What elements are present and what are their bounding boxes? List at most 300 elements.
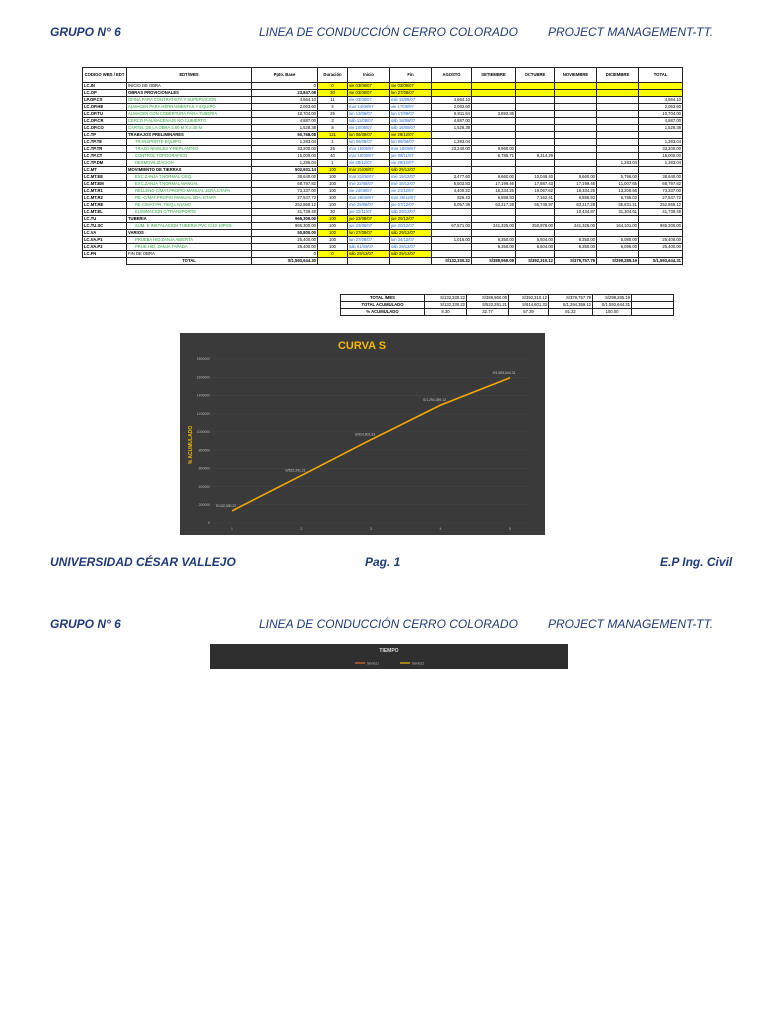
table-cell-ini: jue 23/08/07	[348, 223, 390, 230]
table-cell-tot	[639, 216, 683, 223]
table-cell-code: LC.TP.DM	[83, 160, 127, 167]
table-cell-code: LC.TP	[83, 132, 127, 139]
total-label: TOTAL	[127, 258, 252, 265]
total-base: S/1,593,644.30	[252, 258, 318, 265]
table-cell-dic: 13,200.66	[597, 188, 639, 195]
table-cell-code: LC.MT.R1	[83, 188, 127, 195]
table-cell-dur: 25	[318, 111, 348, 118]
table-cell-tot	[639, 90, 683, 97]
table-cell-fin: lun 27/08/07	[390, 90, 432, 97]
table-row	[83, 174, 683, 181]
x-tick-label: 5	[509, 527, 511, 531]
table-cell-nov: 6,350.00	[555, 244, 597, 251]
table-cell-base: 1,528.38	[252, 125, 318, 132]
table-cell-nov: 9,660.00	[555, 174, 597, 181]
table-cell-tot	[639, 83, 683, 90]
page-header-2	[0, 617, 768, 637]
summary-value: S/392,310.12	[509, 295, 549, 302]
group-label: GRUPO N° 6	[50, 25, 121, 39]
tiempo-title: TIEMPO	[379, 648, 399, 654]
table-cell-tot	[639, 167, 683, 174]
table-cell-nov: 10,434.87	[555, 209, 597, 216]
table-cell-ago: 1,016.00	[432, 237, 472, 244]
table-cell-ago: 4,664.10	[432, 97, 472, 104]
table-cell-name: CONTROL TOPOGRAFICO	[127, 153, 252, 160]
table-cell-tot: 2,063.60	[639, 104, 683, 111]
table-cell-tot: 1,283.04	[639, 139, 683, 146]
table-row	[83, 244, 683, 251]
table-cell-fin: jue 20/12/07	[390, 223, 432, 230]
table-cell-oct: 10,046.40	[516, 174, 555, 181]
table-cell-fin: vie 28/12/07	[390, 132, 432, 139]
table-cell-fin: vie 21/12/07	[390, 188, 432, 195]
table-cell-set	[472, 104, 516, 111]
table-cell-name: VARIOS	[127, 230, 252, 237]
table-cell-base: 25,400.00	[252, 244, 318, 251]
table-cell-code: LC.MT.EE	[83, 174, 127, 181]
total-row	[83, 258, 683, 265]
table-cell-dur: 100	[318, 202, 348, 209]
table-cell-oct: 19,067.62	[516, 188, 555, 195]
table-cell-set: 3,892.36	[472, 111, 516, 118]
table-cell-ago	[432, 251, 472, 258]
table-cell-code: LC.VA.P1	[83, 237, 127, 244]
table-cell-oct	[516, 209, 555, 216]
table-cell-tot: 41,739.48	[639, 209, 683, 216]
project-name-2: PROJECT MANAGEMENT-TT.	[548, 617, 714, 631]
table-row	[83, 90, 683, 97]
summary-value: S/299,285.19	[593, 295, 632, 302]
table-cell-set: 18,334.25	[472, 188, 516, 195]
table-cell-fin: mié 15/08/07	[390, 97, 432, 104]
table-cell-fin: sáb 18/08/07	[390, 125, 432, 132]
chart-y-axis-label: % ACUMULADO	[188, 425, 194, 465]
table-cell-ago: 4,887.00	[432, 118, 472, 125]
table-cell-set: 6,785.71	[472, 153, 516, 160]
table-cell-oct	[516, 251, 555, 258]
table-cell-base: 68,797.82	[252, 181, 318, 188]
table-cell-dic	[597, 230, 639, 237]
table-cell-name: TRANSPORTE EQUIPO	[127, 139, 252, 146]
x-tick-label: 2	[300, 527, 303, 531]
table-cell-code: LC.MT.EM	[83, 181, 127, 188]
legend-entry: Series2	[412, 661, 425, 666]
table-cell-name: OFINA PARA CONTRATISTA Y SUPERVICIÓN	[127, 97, 252, 104]
table-cell-ago	[432, 132, 472, 139]
series-line	[232, 378, 510, 511]
table-cell-ago	[432, 153, 472, 160]
table-cell-set	[472, 230, 516, 237]
table-cell-oct	[516, 125, 555, 132]
summary-value: S/522,291.21	[467, 302, 509, 309]
curva-s-chart	[180, 333, 545, 535]
table-cell-dur: 100	[318, 167, 348, 174]
table-row	[83, 209, 683, 216]
table-cell-tot: 25,400.00	[639, 237, 683, 244]
table-cell-dic	[597, 125, 639, 132]
table-cell-ago: 4,400.22	[432, 188, 472, 195]
table-cell-dur: 0	[318, 251, 348, 258]
table-row	[83, 146, 683, 153]
table-cell-ini: lun 27/08/07	[348, 237, 390, 244]
table-cell-name: ELIMINACION C/TRANSPORTE	[127, 209, 252, 216]
total-month: S/299,285.19	[597, 258, 639, 265]
table-cell-code: LC.TP.TR	[83, 146, 127, 153]
table-cell-fin: sáb 29/12/07	[390, 251, 432, 258]
table-row	[83, 195, 683, 202]
table-cell-oct	[516, 167, 555, 174]
legend-entry: Series1	[367, 661, 380, 666]
table-cell-tot: 4,664.10	[639, 97, 683, 104]
table-cell-code: LC.IN	[83, 83, 127, 90]
table-cell-fin: vie 03/08/07	[390, 83, 432, 90]
table-cell-dic: 5,080.00	[597, 237, 639, 244]
total-month: S/389,960.09	[472, 258, 516, 265]
table-cell-dur: 30	[318, 209, 348, 216]
table-cell-ini: jue 22/11/07	[348, 209, 390, 216]
table-cell-base: 33,200.00	[252, 146, 318, 153]
table-cell-base: 25,400.00	[252, 237, 318, 244]
table-cell-set	[472, 118, 516, 125]
table-cell-ini: sáb 29/12/07	[348, 251, 390, 258]
table-cell-tot: 1,283.04	[639, 160, 683, 167]
table-row	[83, 125, 683, 132]
table-cell-dic	[597, 146, 639, 153]
table-cell-fin: mié 19/12/07	[390, 181, 432, 188]
table-cell-dur: 0	[318, 83, 348, 90]
table-cell-oct: 17,887.43	[516, 181, 555, 188]
table-row	[83, 188, 683, 195]
table-cell-dic: 1,283.04	[597, 160, 639, 167]
table-cell-name: TRAZO NIVELES Y REPLANTEO	[127, 146, 252, 153]
total-month: S/392,310.12	[516, 258, 555, 265]
table-cell-dur: 30	[318, 90, 348, 97]
data-label: S/1,294,359.12	[422, 398, 447, 403]
data-label: S/132,330.22	[215, 503, 237, 508]
table-cell-oct	[516, 111, 555, 118]
table-cell-dur: 1	[318, 139, 348, 146]
table-cell-base: 50,800.00	[252, 230, 318, 237]
table-cell-tot: 38,640.00	[639, 174, 683, 181]
table-cell-dic: 5,785.02	[597, 195, 639, 202]
table-cell-tot: 27,547.72	[639, 195, 683, 202]
total-month: S/1,593,644.31	[639, 258, 683, 265]
table-cell-oct	[516, 83, 555, 90]
page-header-1	[0, 25, 768, 45]
table-cell-ini: vie 03/08/07	[348, 90, 390, 97]
table-cell-ini: vie 03/08/07	[348, 83, 390, 90]
table-cell-dur: 100	[318, 181, 348, 188]
table-cell-fin: jue 27/12/07	[390, 202, 432, 209]
table-cell-fin: lun 06/08/07	[390, 139, 432, 146]
table-cell-name: ALMACEN PARA HERRAMIENTAS Y EQUIPO	[127, 104, 252, 111]
summary-row	[341, 302, 674, 309]
table-row	[83, 181, 683, 188]
summary-table	[340, 294, 674, 316]
table-row	[83, 202, 683, 209]
column-header: DICIEMBRE	[597, 68, 639, 83]
y-tick-label: 1400000	[196, 393, 210, 398]
table-body	[83, 83, 683, 265]
wbs-table	[82, 67, 683, 265]
data-label: S/914,601.33	[354, 432, 376, 437]
table-cell-oct	[516, 230, 555, 237]
table-cell-ago	[432, 209, 472, 216]
table-cell-ago	[432, 230, 472, 237]
project-name: PROJECT MANAGEMENT-TT.	[548, 25, 714, 39]
table-cell-ini: mar 15/08/07	[348, 146, 390, 153]
table-cell-nov: 6,350.00	[555, 237, 597, 244]
table-cell-name: PRUE.HID. ZANJA TAPADA	[127, 244, 252, 251]
table-cell-ini: sáb 01/09/07	[348, 244, 390, 251]
table-cell-fin: lun 17/09/07	[390, 111, 432, 118]
table-cell-tot: 73,337.00	[639, 188, 683, 195]
summary-label: TOTAL /MES	[341, 295, 425, 302]
table-row	[83, 139, 683, 146]
table-cell-dur: 100	[318, 216, 348, 223]
table-cell-nov	[555, 153, 597, 160]
table-row	[83, 153, 683, 160]
table-cell-set: 9,960.00	[472, 146, 516, 153]
table-cell-base: 4,664.10	[252, 97, 318, 104]
x-tick-label: 3	[370, 527, 372, 531]
table-cell-oct: 250,978.00	[516, 223, 555, 230]
table-cell-set	[472, 209, 516, 216]
university-label: UNIVERSIDAD CÉSAR VALLEJO	[50, 555, 236, 569]
table-cell-ago: 826.43	[432, 195, 472, 202]
table-row	[83, 230, 683, 237]
table-cell-code: LC.TU	[83, 216, 127, 223]
table-cell-nov: 241,325.00	[555, 223, 597, 230]
table-cell-oct: 7,162.41	[516, 195, 555, 202]
table-cell-tot: 33,200.00	[639, 146, 683, 153]
table-cell-dic	[597, 139, 639, 146]
table-cell-dur: 100	[318, 174, 348, 181]
table-cell-name: CARTEL DE LA OBRA 3.60 M X 2.40 M	[127, 125, 252, 132]
table-cell-nov: 6,886.93	[555, 195, 597, 202]
table-cell-base: 0	[252, 83, 318, 90]
table-header-row	[83, 68, 683, 83]
table-cell-nov	[555, 146, 597, 153]
summary-row	[341, 295, 674, 302]
table-cell-dic: 6,096.00	[597, 244, 639, 251]
table-cell-dic	[597, 97, 639, 104]
total-month: S/132,330.22	[432, 258, 472, 265]
table-cell-tot: 4,887.00	[639, 118, 683, 125]
table-cell-dur: 8	[318, 125, 348, 132]
table-cell-set	[472, 125, 516, 132]
table-cell-code: LC.OP.CR	[83, 118, 127, 125]
table-row	[83, 83, 683, 90]
table-cell-fin: mié 19/12/07	[390, 174, 432, 181]
table-cell-nov	[555, 97, 597, 104]
table-cell-fin: vie 17/08/07	[390, 104, 432, 111]
table-cell-dur: 100	[318, 237, 348, 244]
table-cell-nov: 18,334.25	[555, 188, 597, 195]
table-row	[83, 118, 683, 125]
table-cell-oct: 6,604.00	[516, 237, 555, 244]
table-cell-base: 1,283.04	[252, 139, 318, 146]
table-cell-oct	[516, 132, 555, 139]
table-cell-dic: 55,631.21	[597, 202, 639, 209]
summary-value: 32.77	[467, 309, 509, 316]
table-cell-dur: 100	[318, 223, 348, 230]
table-cell-nov	[555, 125, 597, 132]
table-cell-dic	[597, 83, 639, 90]
table-cell-name: SUM. E INSTALACION TUBERIA PVC C/10 10PGS.	[127, 223, 252, 230]
table-cell-tot	[639, 251, 683, 258]
table-cell-fin: vie 28/12/07	[390, 160, 432, 167]
tiempo-svg	[210, 644, 568, 669]
table-cell-oct	[516, 90, 555, 97]
table-cell-ini: lun 27/08/07	[348, 230, 390, 237]
table-cell-base: 965,300.00	[252, 216, 318, 223]
table-cell-oct: 65,745.97	[516, 202, 555, 209]
table-cell-tot: 965,300.00	[639, 223, 683, 230]
school-label: E.P Ing. Civil	[660, 555, 733, 569]
table-cell-nov	[555, 111, 597, 118]
table-cell-fin: mar 18/09/07	[390, 146, 432, 153]
y-tick-label: 600000	[198, 466, 210, 471]
table-cell-name: INICIO DE OBRA	[127, 83, 252, 90]
table-cell-ini: mar 21/08/07	[348, 167, 390, 174]
table-cell-code: LC.FN	[83, 251, 127, 258]
table-cell-tot: 25,400.00	[639, 244, 683, 251]
table-cell-tot: 252,869.12	[639, 202, 683, 209]
table-cell-ago	[432, 216, 472, 223]
summary-value	[632, 309, 674, 316]
table-cell-ago	[432, 90, 472, 97]
y-tick-label: 1000000	[196, 430, 210, 435]
x-tick-label: 4	[439, 527, 442, 531]
table-cell-dic	[597, 111, 639, 118]
table-cell-set	[472, 251, 516, 258]
table-cell-base: 502,931.14	[252, 167, 318, 174]
table-cell-ago	[432, 83, 472, 90]
y-tick-label: 400000	[198, 484, 210, 489]
table-cell-ago	[432, 244, 472, 251]
table-cell-set: 241,325.00	[472, 223, 516, 230]
table-cell-fin: sáb 29/12/07	[390, 230, 432, 237]
table-cell-fin: sáb 18/08/07	[390, 118, 432, 125]
table-cell-nov	[555, 139, 597, 146]
table-cell-tot: 68,797.82	[639, 181, 683, 188]
table-cell-name: RE.-C/MAT.PROPIO MANUAL 2DA. ETAPA	[127, 195, 252, 202]
table-cell-name: OBRAS PROVICIONALES	[127, 90, 252, 97]
table-cell-ago: 1,528.38	[432, 125, 472, 132]
table-cell-code: LC.OP	[83, 90, 127, 97]
summary-value: 81.22	[549, 309, 593, 316]
table-cell-set	[472, 132, 516, 139]
table-cell-oct	[516, 104, 555, 111]
table-cell-set: 6,350.00	[472, 237, 516, 244]
table-cell-base: 73,337.00	[252, 188, 318, 195]
table-cell-name: TUBERIA	[127, 216, 252, 223]
table-row	[83, 97, 683, 104]
table-cell-nov	[555, 90, 597, 97]
table-cell-oct: 8,214.29	[516, 153, 555, 160]
column-header: TOTAL	[639, 68, 683, 83]
table-cell-oct: 6,604.00	[516, 244, 555, 251]
table-cell-dur: 100	[318, 195, 348, 202]
table-cell-dur: 4	[318, 104, 348, 111]
page-number: Pag. 1	[365, 555, 401, 569]
table-cell-ini: lun 06/08/07	[348, 139, 390, 146]
table-cell-code: LP.OP.CS	[83, 97, 127, 104]
table-cell-base: 41,739.48	[252, 209, 318, 216]
y-tick-label: 200000	[198, 502, 210, 507]
table-cell-name: FIN DE OBRA	[127, 251, 252, 258]
table-cell-ini: mar 14/08/07	[348, 104, 390, 111]
table-cell-nov	[555, 230, 597, 237]
table-cell-fin: mar 25/12/07	[390, 195, 432, 202]
table-cell-name: EXC.ZANJA T.NORMAL MANUAL	[127, 181, 252, 188]
table-row	[83, 132, 683, 139]
table-cell-ini: vie 10/08/07	[348, 125, 390, 132]
table-cell-dic	[597, 251, 639, 258]
table-cell-dur: 40	[318, 153, 348, 160]
table-cell-nov	[555, 132, 597, 139]
table-cell-tot: 1,528.38	[639, 125, 683, 132]
table-cell-ini: lun 06/08/07	[348, 132, 390, 139]
data-label: S/1,593,644.31	[492, 370, 516, 375]
table-cell-dur: 11	[318, 97, 348, 104]
table-cell-name: EXC.ZANJA T.NORMAL C/EQ.	[127, 174, 252, 181]
table-row	[83, 251, 683, 258]
project-title: LINEA DE CONDUCCIÓN CERRO COLORADO	[259, 25, 518, 39]
table-row	[83, 167, 683, 174]
table-cell-name: MOVIMIENTO DE TIERRAS	[127, 167, 252, 174]
table-cell-tot: 15,000.00	[639, 153, 683, 160]
table-cell-dur: 1	[318, 160, 348, 167]
table-cell-ago: 6,811.64	[432, 111, 472, 118]
table-cell-fin: sáb 29/12/07	[390, 244, 432, 251]
table-cell-dur: 100	[318, 230, 348, 237]
table-cell-name: RELLENO C/MAT.PROPIO MANUAL 1ERA.ETAPA	[127, 188, 252, 195]
table-cell-ago: 5,503.83	[432, 181, 472, 188]
total-month: S/379,757.79	[555, 258, 597, 265]
table-cell-base: 38,640.00	[252, 174, 318, 181]
table-cell-name: PRUEBA HID.ZANJA ABIERTA	[127, 237, 252, 244]
group-label-2: GRUPO N° 6	[50, 617, 121, 631]
table-cell-base: 252,869.12	[252, 202, 318, 209]
table-row	[83, 237, 683, 244]
tiempo-chart	[210, 644, 568, 669]
table-cell-code: LC.VA	[83, 230, 127, 237]
table-cell-nov	[555, 160, 597, 167]
table-cell-name: DESMOVILIZACION	[127, 160, 252, 167]
table-cell-code: LC.OP.TU	[83, 111, 127, 118]
table-cell-dic	[597, 167, 639, 174]
table-cell-set: 9,660.00	[472, 174, 516, 181]
table-cell-dur: 100	[318, 244, 348, 251]
summary-value: 100.00	[593, 309, 632, 316]
table-cell-ini: mar 28/08/07	[348, 195, 390, 202]
summary-value: S/379,757.79	[549, 295, 593, 302]
table-cell-code: LC.VA.P2	[83, 244, 127, 251]
table-cell-set	[472, 139, 516, 146]
curva-s-svg	[180, 333, 545, 535]
table-cell-fin: jue 20/12/07	[390, 216, 432, 223]
table-cell-ago: 23,240.00	[432, 146, 472, 153]
summary-label: % ACUMULADO	[341, 309, 425, 316]
summary-label: TOTAL ACUMULADO	[341, 302, 425, 309]
table-cell-nov	[555, 167, 597, 174]
column-header: Ppto. Base	[252, 68, 318, 83]
table-cell-nov	[555, 216, 597, 223]
table-cell-ini: vie 24/08/07	[348, 188, 390, 195]
table-cell-dic	[597, 153, 639, 160]
